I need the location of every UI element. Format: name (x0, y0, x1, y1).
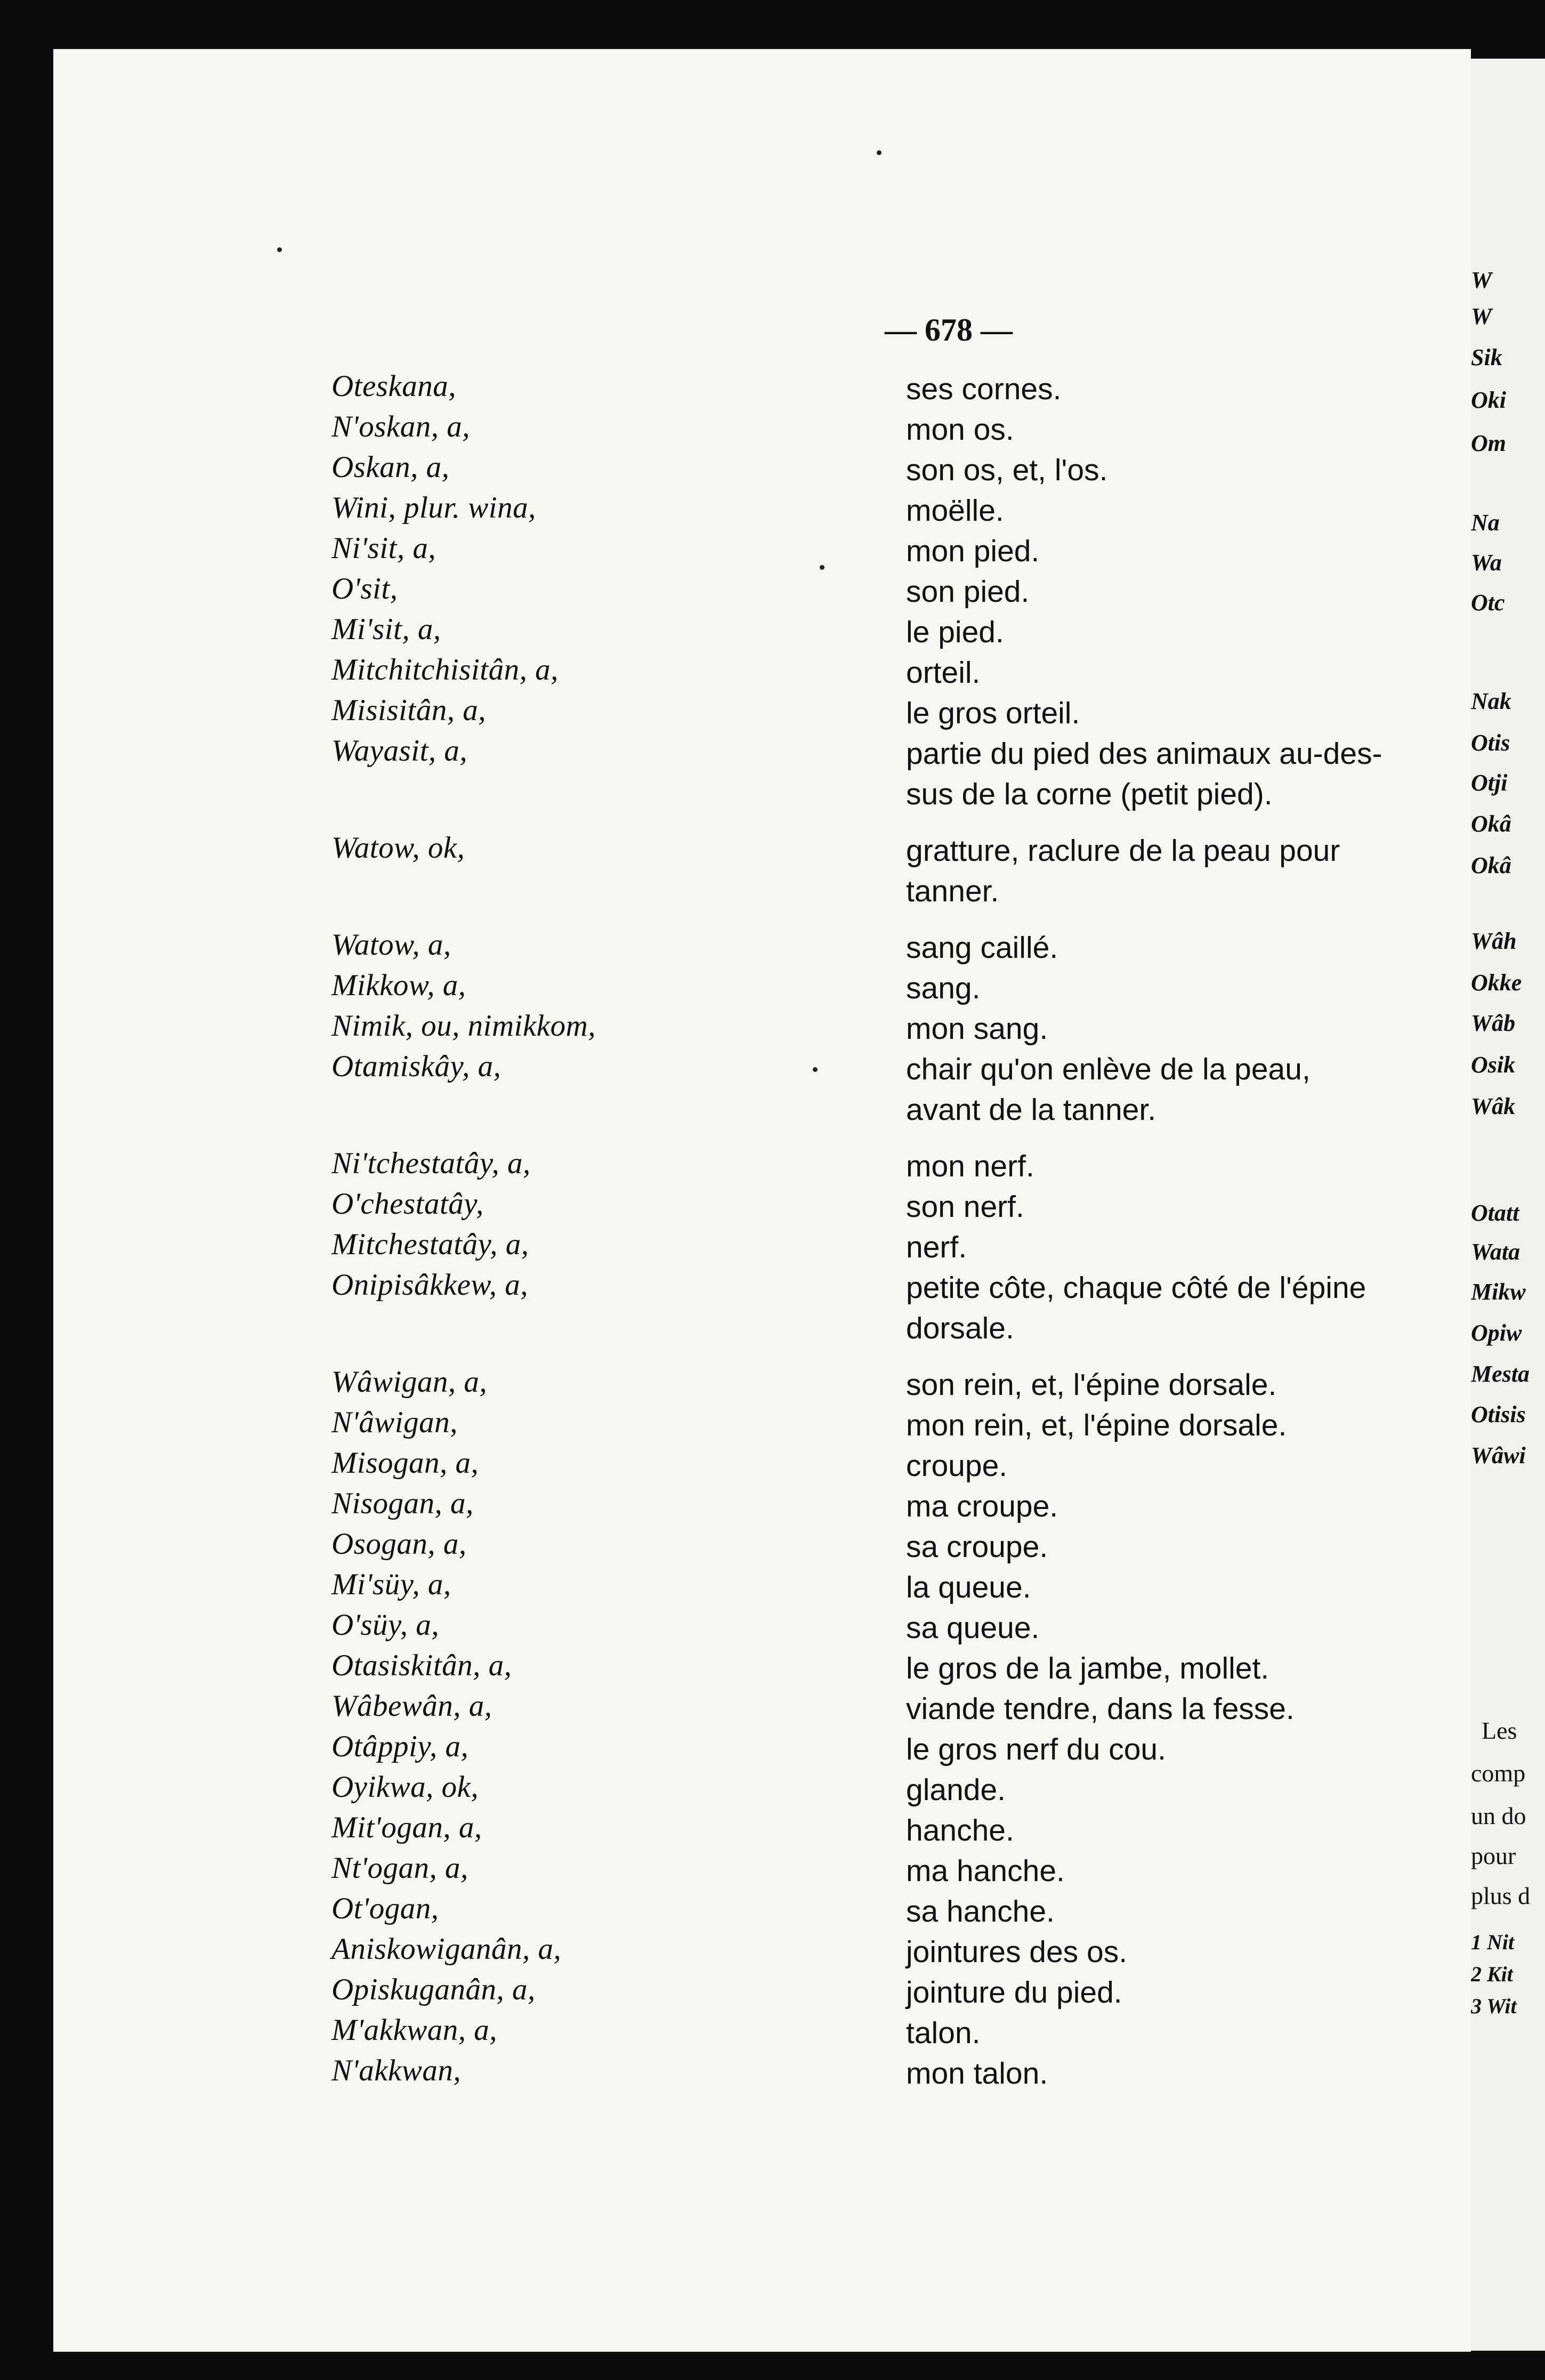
dictionary-entry (53, 1851, 1471, 1891)
entry-definition (906, 1405, 1471, 1446)
dictionary-entry (53, 1770, 1471, 1810)
book-page (53, 49, 1471, 2352)
entry-term: Oyikwa, ok, (331, 1770, 479, 1804)
adjacent-text-line: comp (1471, 1760, 1526, 1787)
definition-line: tanner. (906, 874, 999, 908)
entry-definition (906, 1729, 1471, 1770)
entry-definition (906, 1851, 1471, 1891)
definition-line: ma hanche. (906, 1854, 1065, 1888)
dictionary-entry (53, 830, 1471, 908)
entry-term: M'akkwan, a, (331, 2013, 498, 2047)
definition-line: son os, et, l'os. (906, 453, 1108, 487)
entry-term: Osogan, a, (331, 1527, 467, 1561)
dictionary-entry (53, 733, 1471, 811)
entry-term: Mi'sit, a, (331, 612, 441, 646)
dictionary-entry (53, 1729, 1471, 1770)
dictionary-entry (53, 1446, 1471, 1486)
definition-line: chair qu'on enlève de la peau, (906, 1052, 1311, 1086)
dictionary-entry (53, 1608, 1471, 1648)
entry-definition (906, 1049, 1471, 1130)
definition-line: petite côte, chaque côté de l'épine (906, 1271, 1366, 1305)
definition-line: sa croupe. (906, 1530, 1048, 1564)
definition-line: talon. (906, 2016, 981, 2050)
entry-term: Onipisâkkew, a, (331, 1268, 528, 1302)
entry-term: Mitchestatây, a, (331, 1228, 529, 1261)
adjacent-entry-fragment: Osik (1471, 1052, 1516, 1078)
definition-line: jointures des os. (906, 1935, 1128, 1969)
entry-term: Opiskuganân, a, (331, 1973, 536, 2006)
entry-definition (906, 1770, 1471, 1810)
entry-definition (906, 1146, 1471, 1187)
adjacent-entry-fragment: Opiw (1471, 1320, 1522, 1346)
adjacent-text-line: Les (1482, 1717, 1517, 1744)
dictionary-entry (53, 693, 1471, 733)
definition-line: mon os. (906, 413, 1014, 447)
definition-line: son nerf. (906, 1190, 1024, 1224)
definition-line: le pied. (906, 615, 1004, 649)
definition-line: mon talon. (906, 2056, 1048, 2091)
entry-definition (906, 1527, 1471, 1567)
entry-definition (906, 1446, 1471, 1486)
adjacent-entry-fragment: Otatt (1471, 1200, 1519, 1226)
adjacent-text-line: pour (1471, 1842, 1516, 1869)
entry-definition (906, 1608, 1471, 1648)
entry-term: Watow, ok, (331, 831, 465, 865)
adjacent-entry-fragment: W (1471, 303, 1492, 329)
dictionary-entry (53, 1146, 1471, 1187)
dictionary-entry (53, 1891, 1471, 1932)
definition-line: mon sang. (906, 1012, 1048, 1046)
dictionary-entry (53, 450, 1471, 490)
definition-line: mon nerf. (906, 1149, 1034, 1183)
entry-definition (906, 733, 1471, 814)
definition-line: moëlle. (906, 494, 1004, 528)
adjacent-entry-fragment: Okâ (1471, 811, 1511, 837)
entry-definition (906, 1567, 1471, 1608)
definition-line: gratture, raclure de la peau pour (906, 834, 1340, 868)
definition-line: croupe. (906, 1449, 1008, 1483)
entry-definition (906, 409, 1471, 450)
adjacent-page-strip (1471, 59, 1545, 2351)
definition-line: glande. (906, 1773, 1006, 1807)
adjacent-entry-fragment: Mikw (1471, 1279, 1526, 1305)
definition-line: mon pied. (906, 534, 1040, 568)
definition-line: avant de la tanner. (906, 1093, 1156, 1127)
adjacent-entry-fragment: Wâb (1471, 1010, 1516, 1036)
entry-term: Wayasit, a, (331, 734, 468, 768)
entry-definition (906, 450, 1471, 490)
dictionary-entry (53, 2053, 1471, 2094)
dictionary-entry (53, 531, 1471, 571)
dictionary-entry (53, 1049, 1471, 1127)
entry-term: Aniskowiganân, a, (331, 1932, 562, 1966)
entry-definition (906, 531, 1471, 571)
dictionary-entry (53, 1567, 1471, 1608)
definition-line: mon rein, et, l'épine dorsale. (906, 1408, 1287, 1442)
dictionary-entry (53, 490, 1471, 531)
adjacent-entry-fragment: Otisis (1471, 1401, 1526, 1427)
entry-term: Nimik, ou, nimikkom, (331, 1009, 596, 1043)
dictionary-entry (53, 369, 1471, 409)
adjacent-footnote: 3 Wit (1471, 1994, 1517, 2018)
entry-term: Wâbewân, a, (331, 1689, 492, 1723)
dictionary-entry (53, 1648, 1471, 1689)
entry-definition (906, 1365, 1471, 1405)
dictionary-entry (53, 1009, 1471, 1049)
entry-term: Otasiskitân, a, (331, 1649, 512, 1682)
entry-definition (906, 1810, 1471, 1851)
entry-term: O'sit, (331, 572, 398, 606)
entry-term: O'chestatây, (331, 1187, 484, 1221)
definition-line: jointure du pied. (906, 1975, 1122, 2010)
dictionary-entry (53, 612, 1471, 652)
entry-term: Mit'ogan, a, (331, 1811, 482, 1844)
entry-term: Mi'süy, a, (331, 1568, 451, 1601)
entry-term: Watow, a, (331, 928, 451, 962)
entry-term: Oteskana, (331, 369, 457, 403)
definition-line: hanche. (906, 1813, 1014, 1847)
entry-term: N'akkwan, (331, 2054, 462, 2087)
entry-term: Mikkow, a, (331, 969, 466, 1002)
entry-definition (906, 2013, 1471, 2053)
entry-definition (906, 490, 1471, 531)
definition-line: sang caillé. (906, 931, 1058, 965)
entry-term: Ot'ogan, (331, 1892, 439, 1925)
entry-term: Nt'ogan, a, (331, 1851, 468, 1885)
definition-line: partie du pied des animaux au-des- (906, 737, 1382, 771)
entry-definition (906, 1891, 1471, 1932)
entry-definition (906, 1648, 1471, 1689)
dictionary-entry (53, 1810, 1471, 1851)
dictionary-entry (53, 927, 1471, 968)
adjacent-entry-fragment: Wa (1471, 550, 1502, 576)
adjacent-entry-fragment: Okke (1471, 970, 1522, 996)
entry-term: O'süy, a, (331, 1608, 439, 1642)
adjacent-entry-fragment: Wâk (1471, 1093, 1516, 1119)
definition-line: sus de la corne (petit pied). (906, 777, 1273, 811)
dictionary-entry (53, 1527, 1471, 1567)
entry-term: N'âwigan, (331, 1406, 458, 1439)
entry-definition (906, 968, 1471, 1009)
entry-definition (906, 927, 1471, 968)
entry-term: Otamiskây, a, (331, 1050, 501, 1083)
dictionary-entry (53, 652, 1471, 693)
adjacent-text-line: un do (1471, 1802, 1526, 1829)
entry-term: Ni'tchestatây, a, (331, 1147, 531, 1180)
dictionary-entry (53, 1689, 1471, 1729)
entry-term: Nisogan, a, (331, 1487, 474, 1520)
adjacent-entry-fragment: Wata (1471, 1239, 1520, 1265)
entry-definition (906, 830, 1471, 911)
entry-term: Wâwigan, a, (331, 1365, 488, 1399)
entry-term: Otâppiy, a, (331, 1730, 469, 1763)
definition-line: sa hanche. (906, 1894, 1055, 1929)
dictionary-entry (53, 1405, 1471, 1446)
adjacent-entry-fragment: Wâh (1471, 928, 1517, 954)
definition-line: le gros orteil. (906, 696, 1080, 730)
adjacent-entry-fragment: Sik (1471, 344, 1502, 370)
entry-definition (906, 1227, 1471, 1268)
dictionary-entry (53, 1227, 1471, 1268)
entry-definition (906, 1187, 1471, 1227)
dictionary-entry (53, 571, 1471, 612)
dictionary-entry (53, 1187, 1471, 1227)
entry-definition (906, 369, 1471, 409)
definition-line: ses cornes. (906, 372, 1062, 406)
entry-definition (906, 1009, 1471, 1049)
entry-definition (906, 1268, 1471, 1349)
dictionary-entry (53, 1365, 1471, 1405)
dictionary-entry (53, 1268, 1471, 1345)
definition-line: viande tendre, dans la fesse. (906, 1692, 1295, 1726)
dictionary-entry (53, 968, 1471, 1009)
entry-term: Oskan, a, (331, 450, 450, 484)
definition-line: son rein, et, l'épine dorsale. (906, 1368, 1277, 1402)
adjacent-entry-fragment: Otji (1471, 770, 1508, 796)
dictionary-entry (53, 1972, 1471, 2013)
entry-term: Misisitân, a, (331, 693, 486, 727)
dictionary-entry (53, 2013, 1471, 2053)
definition-line: orteil. (906, 656, 981, 690)
adjacent-footnote: 1 Nit (1471, 1930, 1515, 1954)
definition-line: sang. (906, 971, 981, 1005)
adjacent-entry-fragment: Wâwi (1471, 1442, 1526, 1469)
definition-line: sa queue. (906, 1611, 1040, 1645)
entry-term: Ni'sit, a, (331, 531, 436, 565)
definition-line: son pied. (906, 575, 1030, 609)
entry-definition (906, 2053, 1471, 2094)
entry-term: Mitchitchisitân, a, (331, 653, 559, 687)
definition-line: le gros nerf du cou. (906, 1732, 1166, 1766)
adjacent-footnote: 2 Kit (1471, 1962, 1513, 1986)
entry-definition (906, 612, 1471, 652)
entry-definition (906, 1972, 1471, 2013)
adjacent-entry-fragment: Oki (1471, 387, 1506, 413)
definition-line: nerf. (906, 1230, 967, 1264)
page-number: — 678 — (885, 312, 1013, 348)
dictionary-entry (53, 1486, 1471, 1527)
definition-line: dorsale. (906, 1311, 1014, 1345)
definition-line: la queue. (906, 1570, 1031, 1604)
adjacent-entry-fragment: Nak (1471, 688, 1511, 714)
entry-definition (906, 652, 1471, 693)
entry-definition (906, 693, 1471, 733)
definition-line: le gros de la jambe, mollet. (906, 1651, 1269, 1685)
dictionary-entry (53, 409, 1471, 450)
adjacent-entry-fragment: Om (1471, 430, 1506, 456)
entry-definition (906, 1486, 1471, 1527)
adjacent-entry-fragment: Otis (1471, 730, 1510, 756)
adjacent-entry-fragment: Mesta (1471, 1361, 1530, 1387)
adjacent-entry-fragment: Okâ (1471, 852, 1511, 878)
entry-definition (906, 571, 1471, 612)
entry-term: Wini, plur. wina, (331, 491, 536, 525)
adjacent-entry-fragment: W (1471, 267, 1492, 293)
adjacent-entry-fragment: Na (1471, 510, 1500, 536)
definition-line: ma croupe. (906, 1489, 1058, 1523)
adjacent-text-line: plus d (1471, 1882, 1531, 1909)
dictionary-entry (53, 1932, 1471, 1972)
entry-definition (906, 1689, 1471, 1729)
entry-term: N'oskan, a, (331, 410, 470, 443)
entry-term: Misogan, a, (331, 1446, 479, 1480)
entry-definition (906, 1932, 1471, 1972)
adjacent-entry-fragment: Otc (1471, 590, 1505, 616)
